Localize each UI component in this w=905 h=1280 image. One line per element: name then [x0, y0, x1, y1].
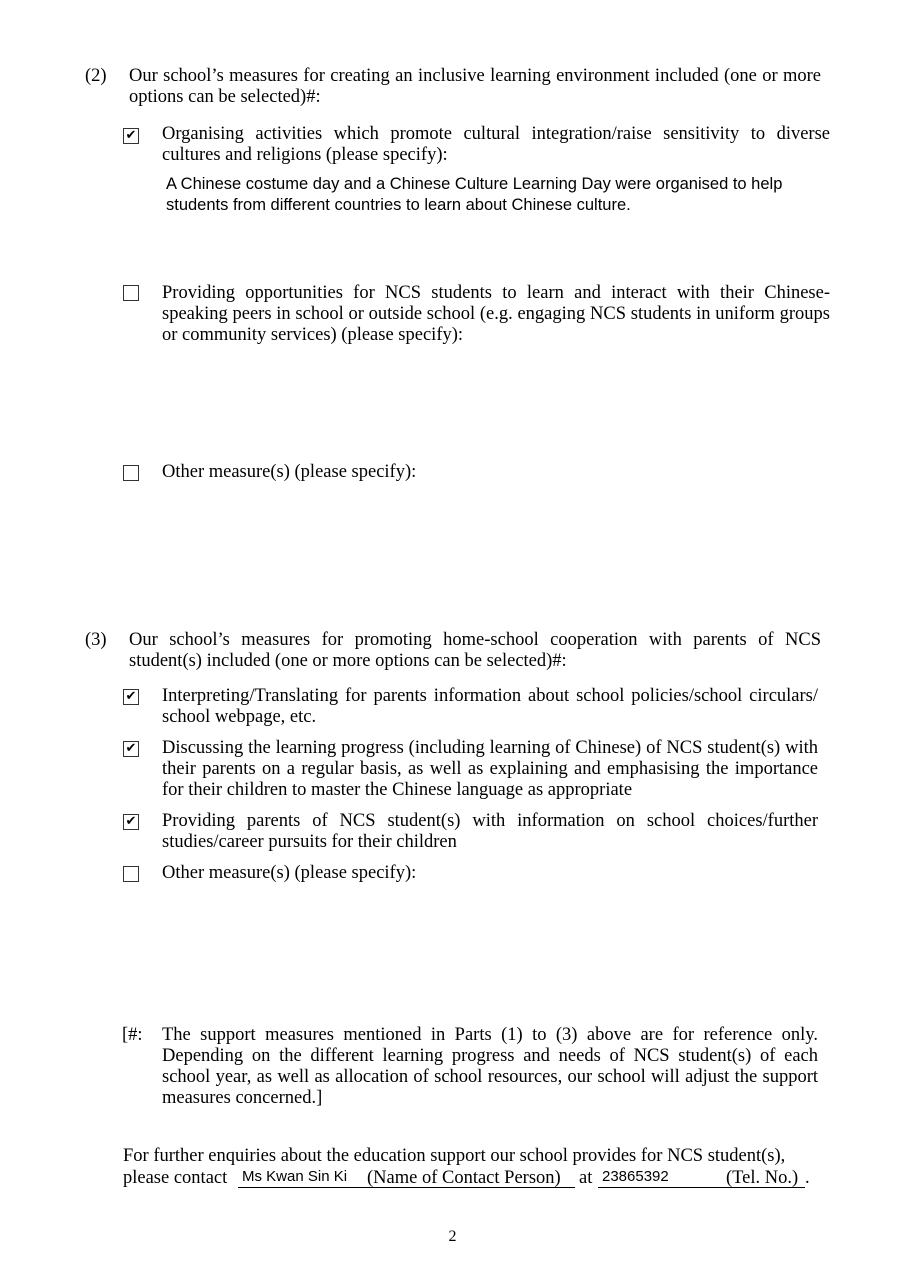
q2-option-2-text: Providing opportunities for NCS students to learn and interact with their Chinese-speaking peers in school or outside school (e.g. engaging NCS students in uniform groups or community services) (please specify):: [162, 283, 830, 345]
q3-option-4-checkbox[interactable]: [123, 866, 139, 882]
q3-question-text: Our school’s measures for promoting home-school cooperation with parents of NCS student(s) included (one or more options can be selected)#:: [129, 630, 821, 671]
contact-end-period: .: [805, 1168, 810, 1188]
contact-name-field[interactable]: Ms Kwan Sin Ki: [242, 1168, 348, 1185]
contact-line-1: For further enquiries about the education support our school provides for NCS student(s),: [123, 1146, 786, 1166]
contact-please-contact: please contact: [123, 1168, 228, 1188]
q2-option-1-text: Organising activities which promote cultural integration/raise sensitivity to diverse cultures and religions (please specify):: [162, 124, 830, 165]
contact-name-label: (Name of Contact Person): [367, 1168, 561, 1188]
q2-option-1-checkbox[interactable]: ✔: [123, 128, 139, 144]
q2-option-3-checkbox[interactable]: [123, 465, 139, 481]
q3-option-2-checkbox[interactable]: ✔: [123, 741, 139, 757]
q3-option-4-text: Other measure(s) (please specify):: [162, 863, 417, 883]
note-text: The support measures mentioned in Parts (1) to (3) above are for reference only. Depending on the different learning progress and needs of NCS student(s) of each school year, as well as allocation of school resources, our school will adjust the support measures concerned.]: [162, 1025, 818, 1108]
page-number: 2: [448, 1228, 457, 1245]
q2-option-2-checkbox[interactable]: [123, 285, 139, 301]
note-mark: [#:: [122, 1025, 143, 1045]
q3-number: (3): [85, 630, 107, 650]
q3-option-1-text: Interpreting/Translating for parents information about school policies/school circulars/ school webpage, etc.: [162, 686, 818, 727]
q3-option-2-text: Discussing the learning progress (including learning of Chinese) of NCS student(s) with their parents on a regular basis, as well as explaining and emphasising the importance for their children to master the Chinese language as appropriate: [162, 738, 818, 800]
contact-at: at: [579, 1168, 593, 1188]
q2-option-1-answer[interactable]: A Chinese costume day and a Chinese Culture Learning Day were organised to help students from different countries to learn about Chinese culture.: [166, 175, 783, 214]
q3-option-1-checkbox[interactable]: ✔: [123, 689, 139, 705]
q2-option-3-text: Other measure(s) (please specify):: [162, 462, 417, 482]
q3-option-3-checkbox[interactable]: ✔: [123, 814, 139, 830]
q2-question-text: Our school’s measures for creating an inclusive learning environment included (one or more options can be selected)#:: [129, 66, 821, 107]
contact-tel-label: (Tel. No.): [726, 1168, 799, 1188]
contact-tel-field[interactable]: 23865392: [602, 1168, 669, 1185]
q2-number: (2): [85, 66, 107, 86]
q3-option-3-text: Providing parents of NCS student(s) with information on school choices/further studies/career pursuits for their children: [162, 811, 818, 852]
